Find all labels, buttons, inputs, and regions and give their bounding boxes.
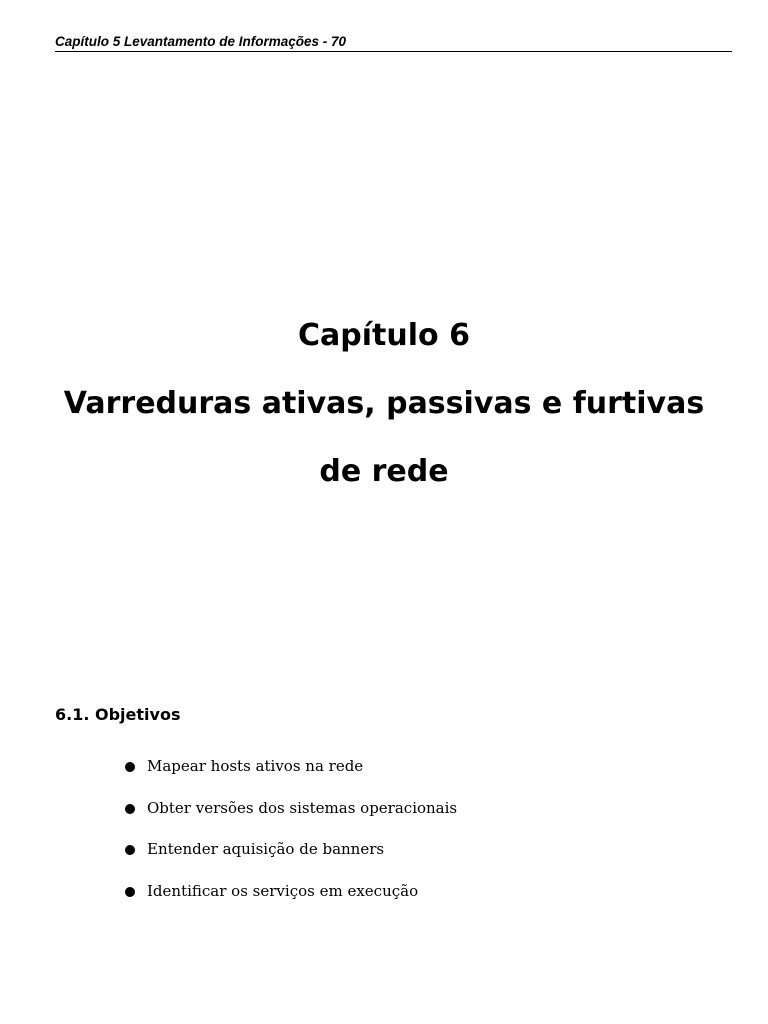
running-header: Capítulo 5 Levantamento de Informações - 70 (55, 33, 732, 52)
list-item (125, 754, 457, 796)
list-item-text: Mapear hosts ativos na rede (147, 757, 364, 775)
bullet-icon (125, 887, 135, 897)
chapter-title-line-2: de rede (319, 454, 449, 489)
list-item (125, 796, 457, 838)
list-item (125, 879, 457, 921)
list-item-text: Obter versões dos sistemas operacionais (147, 798, 458, 817)
chapter-title-line-1: Varreduras ativas, passivas e furtivas (63, 386, 705, 421)
chapter-heading (0, 313, 768, 495)
objectives-list (125, 754, 457, 920)
list-item-text: Entender aquisição de banners (147, 840, 385, 858)
bullet-icon (125, 762, 135, 772)
section-heading: 6.1. Objetivos (55, 705, 181, 724)
list-item-text: Identificar os serviços em execução (147, 881, 419, 900)
bullet-icon (125, 845, 135, 855)
chapter-number: Capítulo 6 (298, 318, 470, 353)
list-item (125, 837, 457, 879)
bullet-icon (125, 804, 135, 814)
